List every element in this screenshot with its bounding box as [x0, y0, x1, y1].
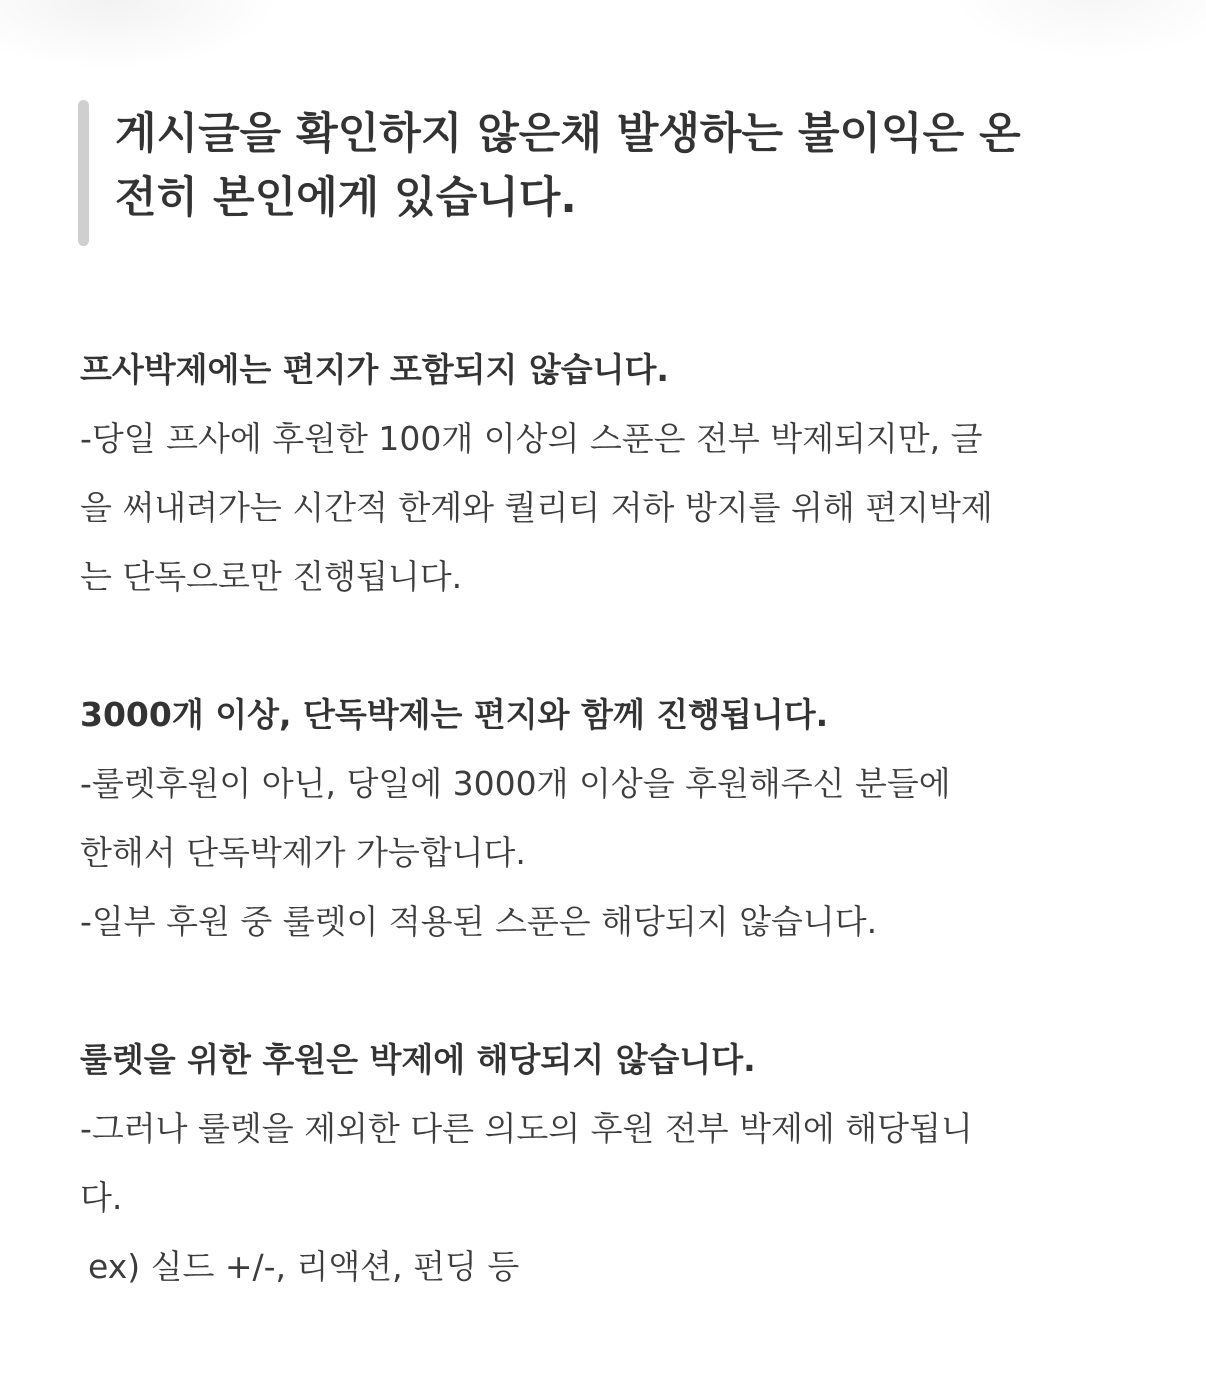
- notice-content: [80, 335, 1130, 1301]
- section-example-line: ex) 실드 +/-, 리액션, 펀딩 등: [88, 1247, 520, 1286]
- section-solo-policy: [80, 680, 1130, 956]
- quote-line: 게시글을 확인하지 않은채 발생하는 불이익은 온: [115, 109, 1021, 159]
- section-line: 다.: [80, 1178, 123, 1217]
- top-shadow-left: [0, 0, 280, 70]
- section-line: -일부 후원 중 룰렛이 적용된 스푼은 해당되지 않습니다.: [80, 902, 878, 941]
- quote-line: 전히 본인에게 있습니다.: [115, 173, 577, 223]
- quote-bar: [78, 100, 89, 246]
- section-line: -그러나 룰렛을 제외한 다른 의도의 후원 전부 박제에 해당됩니: [80, 1109, 973, 1148]
- section-line: -룰렛후원이 아닌, 당일에 3000개 이상을 후원해주신 분들에: [80, 764, 951, 803]
- section-heading: 룰렛을 위한 후원은 박제에 해당되지 않습니다.: [80, 1040, 756, 1079]
- top-shadow-right: [946, 0, 1206, 60]
- section-line: 는 단독으로만 진행됩니다.: [80, 557, 463, 596]
- quote-text: [115, 102, 1115, 246]
- section-line: -당일 프사에 후원한 100개 이상의 스푼은 전부 박제되지만, 글: [80, 419, 983, 458]
- notice-quote-block: [78, 100, 1118, 246]
- section-roulette-policy: [80, 1025, 1130, 1301]
- section-letter-policy: [80, 335, 1130, 611]
- section-line: 한해서 단독박제가 가능합니다.: [80, 833, 526, 872]
- section-line: 을 써내려가는 시간적 한계와 퀄리티 저하 방지를 위해 편지박제: [80, 488, 993, 527]
- section-heading: 3000개 이상, 단독박제는 편지와 함께 진행됩니다.: [80, 695, 829, 734]
- section-heading: 프사박제에는 편지가 포함되지 않습니다.: [80, 350, 669, 389]
